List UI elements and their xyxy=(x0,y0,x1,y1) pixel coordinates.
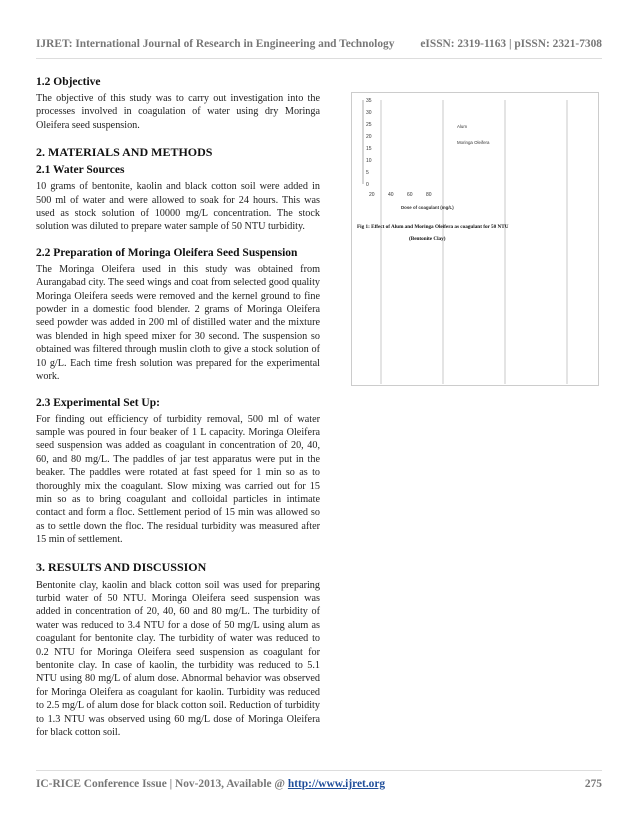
x-tick-label: 40 xyxy=(388,192,394,198)
y-tick-label: 15 xyxy=(366,146,372,152)
chart-1-svg xyxy=(351,92,599,386)
objective-heading: 1.2 Objective xyxy=(36,76,101,88)
chart-subtitle: (Bentonite Clay) xyxy=(409,236,446,242)
y-tick-label: 0 xyxy=(366,182,369,188)
issn: eISSN: 2319-1163 | pISSN: 2321-7308 xyxy=(420,38,602,50)
journal-link[interactable]: http://www.ijret.org xyxy=(287,778,386,790)
x-tick-label: 20 xyxy=(369,192,375,198)
page-footer xyxy=(36,778,602,790)
journal-name: IJRET: International Journal of Research in Engineering and Technology xyxy=(36,38,395,50)
y-tick-label: 20 xyxy=(366,134,372,140)
prep-text: The Moringa Oleifera used in this study was obtained from Aurangabad city. The seed wings and coat from selected good quality Moringa Oleifera seeds were removed and the kernel ground to fine powder in a domestic food blender. 2 grams of Moringa Oleifera seed powder was added in 200 ml of distilled water and the mixture was blended in high speed mixer for 30 second. The suspension so obtained was filtered through muslin cloth to give a stock solution of 10 g/L. Each time fresh solution was prepared for the experimental work. xyxy=(36,263,320,383)
page-header xyxy=(36,38,602,50)
figure-2 xyxy=(351,412,599,698)
footer-text xyxy=(36,778,385,790)
setup-heading: 2.3 Experimental Set Up: xyxy=(36,396,160,409)
setup-text: For finding out efficiency of turbidity removal, 500 ml of water sample was poured in four beaker of 1 L capacity. Moringa Oleifera seed suspension was added as coagulant in concentration of 20, 40, 60, and 80 mg/L. The paddles of jar test apparatus were put in the beaker. The paddles were rotated at fast speed for 1 min so as to thoroughly mix the coagulant. Slow mixing was carried out for 15 min so as to bring coagulant and colloidal particles in intimate contact and form a floc. Settlement period of 15 min was allowed so as to settle down the floc. The residual turbidity was measured after 15 min of settlement. xyxy=(36,413,320,546)
x-tick-label: 80 xyxy=(426,192,432,198)
chart-frame xyxy=(352,93,599,386)
results-text: Bentonite clay, kaolin and black cotton soil was used for preparing turbid water of 50 NTU. Moringa Oleifera seed suspension was added in concentration of 20, 40, 60 and 80 mg/L. The turbidity of water was reduced to 3.4 NTU for a dose of 50 mg/L using alum as coagulant for bentonite clay. The turbidity of water was reduced to 0.2 NTU for Moringa Oleifera seed suspension as coagulant for bentonite clay. In case of kaolin, the turbidity was reduced to 5.1 NTU using 80 mg/L of alum dose. Abnormal behavior was observed for Moringa Oleifera as coagulant for kaolin. Turbidity was reduced to 2.5 mg/L of alum dose for black cotton soil. Reduction of turbidity to 1.3 NTU was observed using 60 mg/L dose of Moringa Oleifera for black cotton soil. xyxy=(36,579,320,739)
footer-divider xyxy=(36,770,602,771)
legend-entry: Moringa Oleifera xyxy=(457,140,490,145)
y-tick-label: 30 xyxy=(366,110,372,116)
conference-note: IC-RICE Conference Issue | Nov-2013, Available @ xyxy=(36,778,288,790)
y-tick-label: 10 xyxy=(366,158,372,164)
legend-entry: Alum xyxy=(457,124,468,129)
chart-title: Fig 1: Effect of Alum and Moringa Oleifera as coagulant for 50 NTU xyxy=(357,224,509,230)
left-column xyxy=(36,76,320,752)
water-heading: 2.1 Water Sources xyxy=(36,164,125,177)
header-divider xyxy=(36,58,602,59)
prep-heading: 2.2 Preparation of Moringa Oleifera Seed Suspension xyxy=(36,246,298,259)
results-heading: 3. RESULTS AND DISCUSSION xyxy=(36,559,207,574)
page-number: 275 xyxy=(584,778,602,790)
water-text: 10 grams of bentonite, kaolin and black cotton soil were added in 500 ml of water and were allowed to soak for 24 hours. This was used as stock solution of 10000 mg/L concentration. The stock solution was diluted to prepare water sample of 50 NTU turbidity. xyxy=(36,181,320,233)
x-tick-label: 60 xyxy=(407,192,413,198)
objective-text: The objective of this study was to carry out investigation into the processes involved in coagulation of water using dry Moringa Oleifera seed suspension. xyxy=(36,93,320,131)
x-axis-label: Dose of coagulant (mg/L) xyxy=(401,205,454,210)
chart-2-svg xyxy=(351,412,599,698)
y-tick-label: 35 xyxy=(366,98,372,104)
y-tick-label: 25 xyxy=(366,122,372,128)
materials-heading: 2. MATERIALS AND METHODS xyxy=(36,145,213,160)
figure-1 xyxy=(351,92,599,386)
y-tick-label: 5 xyxy=(366,170,369,176)
